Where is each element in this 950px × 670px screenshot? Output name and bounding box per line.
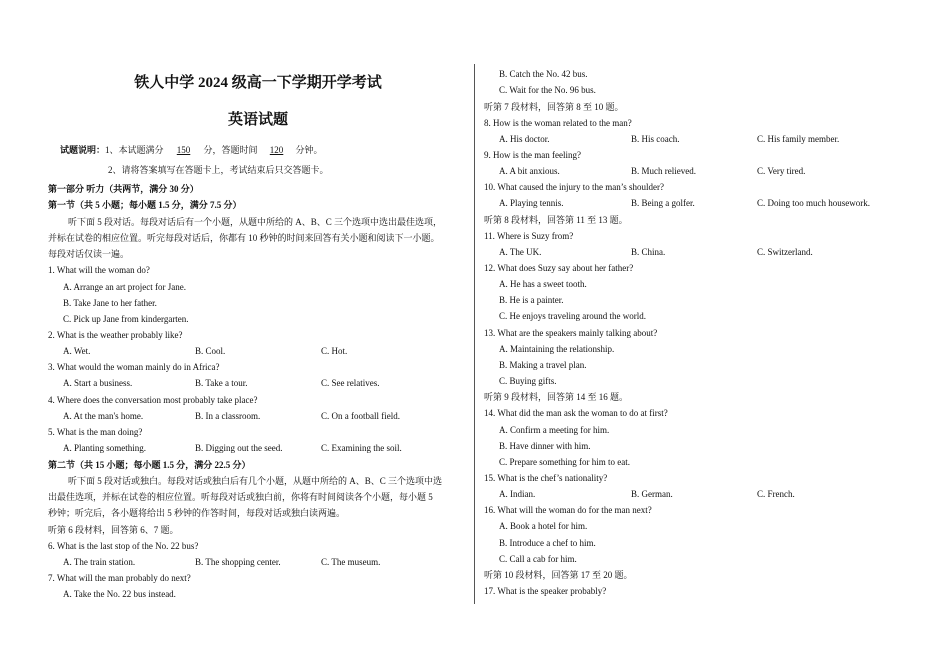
note1-post: 分钟。 bbox=[295, 145, 323, 155]
q4-option-b: B. In a classroom. bbox=[195, 411, 261, 421]
material-6-label: 听第 6 段材料，回答第 6、7 题。 bbox=[48, 525, 179, 535]
question-17: 17. What is the speaker probably? bbox=[484, 586, 607, 596]
material-7-label: 听第 7 段材料，回答第 8 至 10 题。 bbox=[484, 102, 624, 112]
q12-option-b: B. He is a painter. bbox=[499, 295, 564, 305]
q15-options bbox=[499, 488, 904, 500]
q7-option-a: A. Take the No. 22 bus instead. bbox=[63, 589, 176, 599]
question-14: 14. What did the man ask the woman to do at first? bbox=[484, 408, 668, 418]
q9-option-a: A. A bit anxious. bbox=[499, 166, 560, 176]
q6-options bbox=[63, 556, 468, 568]
section2-instruction-1: 听下面 5 段对话或独白。每段对话或独白后有几个小题，从题中所给的 A、B、C 三个选项中选 bbox=[68, 476, 443, 486]
q13-option-a: A. Maintaining the relationship. bbox=[499, 344, 615, 354]
column-divider bbox=[474, 64, 475, 604]
question-3: 3. What would the woman mainly do in Africa? bbox=[48, 362, 220, 372]
question-4: 4. Where does the conversation most probably take place? bbox=[48, 395, 258, 405]
q5-options bbox=[63, 442, 468, 454]
question-1: 1. What will the woman do? bbox=[48, 265, 150, 275]
q3-options bbox=[63, 377, 468, 389]
q2-option-c: C. Hot. bbox=[321, 346, 348, 356]
q16-option-b: B. Introduce a chef to him. bbox=[499, 538, 596, 548]
q9-options bbox=[499, 165, 904, 177]
question-12: 12. What does Suzy say about her father? bbox=[484, 263, 634, 273]
q12-option-a: A. He has a sweet tooth. bbox=[499, 279, 587, 289]
q11-option-a: A. The UK. bbox=[499, 247, 542, 257]
exam-time: 120 bbox=[269, 145, 284, 155]
q10-option-a: A. Playing tennis. bbox=[499, 198, 564, 208]
part1-title: 第一部分 听力（共两节，满分 30 分） bbox=[48, 184, 199, 194]
section2-instruction-2: 出最佳选项，并标在试卷的相应位置。听每段对话或独白前，你将有时间阅读各个小题，每小题 5 bbox=[48, 492, 433, 502]
q11-option-b: B. China. bbox=[631, 247, 666, 257]
full-score: 150 bbox=[176, 145, 191, 155]
instructions-note-2: 2、请将答案填写在答题卡上，考试结束后只交答题卡。 bbox=[108, 165, 329, 175]
q10-options bbox=[499, 197, 904, 209]
q14-option-a: A. Confirm a meeting for him. bbox=[499, 425, 610, 435]
q9-option-b: B. Much relieved. bbox=[631, 166, 696, 176]
instructions-note-1 bbox=[60, 144, 323, 156]
q4-options bbox=[63, 410, 468, 422]
question-16: 16. What will the woman do for the man next? bbox=[484, 505, 652, 515]
section1-title: 第一节（共 5 小题；每小题 1.5 分，满分 7.5 分） bbox=[48, 200, 242, 210]
question-9: 9. How is the man feeling? bbox=[484, 150, 581, 160]
q7-option-c: C. Wait for the No. 96 bus. bbox=[499, 85, 596, 95]
section2-instruction-3: 秒钟；听完后，各小题将给出 5 秒钟的作答时间，每段对话或独白读两遍。 bbox=[48, 508, 346, 518]
q1-option-a: A. Arrange an art project for Jane. bbox=[63, 282, 186, 292]
note-label: 试题说明： bbox=[60, 145, 106, 155]
q1-option-b: B. Take Jane to her father. bbox=[63, 298, 157, 308]
material-8-label: 听第 8 段材料，回答第 11 至 13 题。 bbox=[484, 215, 628, 225]
q6-option-a: A. The train station. bbox=[63, 557, 136, 567]
q4-option-c: C. On a football field. bbox=[321, 411, 400, 421]
q2-options bbox=[63, 345, 468, 357]
q15-option-c: C. French. bbox=[757, 489, 795, 499]
q2-option-b: B. Cool. bbox=[195, 346, 226, 356]
q4-option-a: A. At the man's home. bbox=[63, 411, 144, 421]
q15-option-a: A. Indian. bbox=[499, 489, 536, 499]
q8-options bbox=[499, 133, 904, 145]
note1-mid: 分，答题时间 bbox=[203, 145, 258, 155]
question-10: 10. What caused the injury to the man’s shoulder? bbox=[484, 182, 665, 192]
question-13: 13. What are the speakers mainly talking about? bbox=[484, 328, 658, 338]
exam-title: 铁人中学 2024 级高一下学期开学考试 bbox=[134, 75, 382, 91]
q1-option-c: C. Pick up Jane from kindergarten. bbox=[63, 314, 189, 324]
q16-option-c: C. Call a cab for him. bbox=[499, 554, 577, 564]
q11-option-c: C. Switzerland. bbox=[757, 247, 813, 257]
question-5: 5. What is the man doing? bbox=[48, 427, 143, 437]
q7-option-b: B. Catch the No. 42 bus. bbox=[499, 69, 588, 79]
q14-option-b: B. Have dinner with him. bbox=[499, 441, 591, 451]
q10-option-b: B. Being a golfer. bbox=[631, 198, 695, 208]
section1-instruction-2: 并标在试卷的相应位置。听完每段对话后，你都有 10 秒钟的时间来回答有关小题和阅读下一小题。 bbox=[48, 233, 440, 243]
note1-pre: 1、本试题满分 bbox=[105, 145, 164, 155]
q8-option-b: B. His coach. bbox=[631, 134, 680, 144]
question-7: 7. What will the man probably do next? bbox=[48, 573, 191, 583]
question-2: 2. What is the weather probably like? bbox=[48, 330, 183, 340]
question-11: 11. Where is Suzy from? bbox=[484, 231, 574, 241]
section1-instruction-3: 每段对话仅读一遍。 bbox=[48, 249, 130, 259]
q14-option-c: C. Prepare something for him to eat. bbox=[499, 457, 630, 467]
q11-options bbox=[499, 246, 904, 258]
q5-option-b: B. Digging out the seed. bbox=[195, 443, 283, 453]
q13-option-c: C. Buying gifts. bbox=[499, 376, 557, 386]
q5-option-c: C. Examining the soil. bbox=[321, 443, 402, 453]
q13-option-b: B. Making a travel plan. bbox=[499, 360, 587, 370]
material-10-label: 听第 10 段材料，回答第 17 至 20 题。 bbox=[484, 570, 633, 580]
q10-option-c: C. Doing too much housework. bbox=[757, 198, 870, 208]
q2-option-a: A. Wet. bbox=[63, 346, 91, 356]
q6-option-b: B. The shopping center. bbox=[195, 557, 281, 567]
section2-title: 第二节（共 15 小题；每小题 1.5 分，满分 22.5 分） bbox=[48, 460, 251, 470]
q6-option-c: C. The museum. bbox=[321, 557, 381, 567]
q5-option-a: A. Planting something. bbox=[63, 443, 146, 453]
q8-option-a: A. His doctor. bbox=[499, 134, 550, 144]
q8-option-c: C. His family member. bbox=[757, 134, 840, 144]
question-6: 6. What is the last stop of the No. 22 bus? bbox=[48, 541, 199, 551]
q12-option-c: C. He enjoys traveling around the world. bbox=[499, 311, 646, 321]
question-8: 8. How is the woman related to the man? bbox=[484, 118, 632, 128]
subject-title: 英语试题 bbox=[227, 112, 288, 128]
q3-option-a: A. Start a business. bbox=[63, 378, 133, 388]
q3-option-b: B. Take a tour. bbox=[195, 378, 248, 388]
section1-instruction-1: 听下面 5 段对话。每段对话后有一个小题，从题中所给的 A、B、C 三个选项中选出最佳选项， bbox=[68, 217, 443, 227]
q15-option-b: B. German. bbox=[631, 489, 673, 499]
material-9-label: 听第 9 段材料，回答第 14 至 16 题。 bbox=[484, 392, 629, 402]
q9-option-c: C. Very tired. bbox=[757, 166, 806, 176]
q16-option-a: A. Book a hotel for him. bbox=[499, 521, 588, 531]
question-15: 15. What is the chef’s nationality? bbox=[484, 473, 608, 483]
q3-option-c: C. See relatives. bbox=[321, 378, 380, 388]
